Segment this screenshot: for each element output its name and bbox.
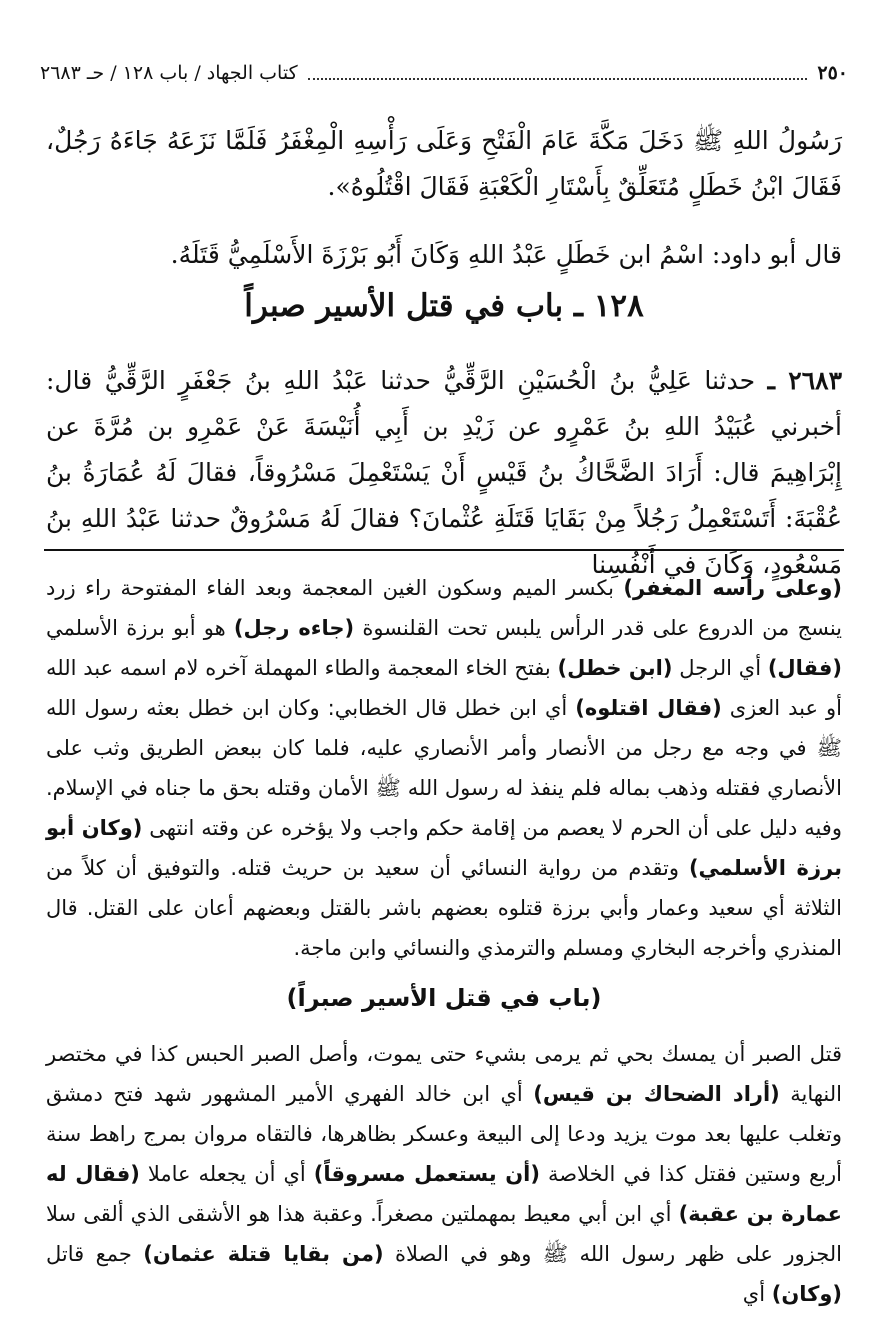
commentary-block-1 — [46, 568, 842, 968]
term: (أراد الضحاك بن قيس) — [533, 1082, 780, 1106]
commentary-block-2 — [46, 1034, 842, 1314]
term: (جاءه رجل) — [233, 616, 355, 640]
hadith-2683 — [46, 358, 842, 588]
footnote-divider — [44, 549, 844, 551]
commentary-text: أي ابن خطل قال الخطابي: وكان ابن خطل بعثه رسول الله ﷺ في وجه مع رجل من الأنصار وأمر الأنصاري عليه، فلما كان ببعض الطريق وثب على الأنصاري فقتله وذهب بماله فلم ينفذ له رسول الله ﷺ الأمان وقتله بحق ما جناه في الإسلام. وفيه دليل على أن الحرم لا يعصم من إقامة حكم واجب ولا يؤخره عن وقته انتهى — [46, 696, 842, 840]
header-title: كتاب الجهاد / باب ١٢٨ / حـ ٢٦٨٣ — [40, 62, 298, 84]
running-header — [40, 58, 848, 88]
chapter-number: ١٢٨ ـ — [573, 288, 644, 324]
term: (فقال له عمارة بن عقبة) — [46, 1162, 843, 1226]
term: (فقال) — [767, 656, 842, 680]
commentary-text: جمع قاتل — [46, 1242, 144, 1266]
term: (أن يستعمل مسروقاً) — [313, 1162, 540, 1186]
term: (من بقايا قتلة عثمان) — [143, 1242, 384, 1266]
commentary-text: بفتح الخاء المعجمة والطاء المهملة آخره لام اسمه عبد الله أو عبد العزى — [46, 656, 842, 720]
hadith-text: حدثنا عَلِيُّ بنُ الْحُسَيْنِ الرَّقِّيُّ حدثنا عَبْدُ اللهِ بنُ جَعْفَرٍ الرَّقِّيُّ قال: أخبرني عُبَيْدُ اللهِ بنُ عَمْرٍو عن زَيْدِ بن أَبِي أُنَيْسَةَ عَنْ عَمْرِو بن مُرَّةَ عن إِبْرَاهِيمَ قال: أَرَادَ الضَّحَّاكُ بنُ قَيْسٍ أَنْ يَسْتَعْمِلَ مَسْرُوقاً، فقالَ لَهُ عُمَارَةُ بنُ عُقْبَةَ: أَتَسْتَعْمِلُ رَجُلاً مِنْ بَقَايَا قَتَلَةِ عُثْمانَ؟ فقالَ لَهُ مَسْرُوقٌ حدثنا عَبْدُ اللهِ بنُ مَسْعُودٍ، وَكَانَ في أَنْفُسِنا — [46, 366, 842, 579]
abu-dawud-note: قال أبو داود: اسْمُ ابن خَطَلٍ عَبْدُ اللهِ وَكَانَ أَبُو بَرْزَةَ الأَسْلَمِيُّ قَتَلَهُ. — [170, 240, 842, 269]
commentary-text: هو أبو برزة الأسلمي — [46, 616, 234, 640]
term: (وكان أبو برزة الأسلمي) — [46, 816, 842, 880]
commentary-text: أي الرجل — [672, 656, 768, 680]
commentary-text: بكسر الميم وسكون الغين المعجمة وبعد الفاء المفتوحة راء زرد ينسج من الدروع على قدر الرأس يلبس تحت القلنسوة — [46, 576, 842, 640]
chapter-heading — [46, 288, 842, 324]
term: (ابن خطل) — [557, 656, 673, 680]
hadith-continuation: رَسُولُ اللهِ ﷺ دَخَلَ مَكَّةَ عَامَ الْفَتْحِ وَعَلَى رَأْسِهِ الْمِغْفَرُ فَلَمَّا نَزَعَهُ جَاءَهُ رَجُلٌ، فَقَالَ ابْنُ خَطَلٍ مُتَعَلِّقٌ بِأَسْتَارِ الْكَعْبَةِ فَقَالَ اقْتُلُوهُ». — [46, 126, 843, 201]
commentary-text: وتقدم من رواية النسائي أن سعيد بن حريث قتله. والتوفيق أن كلاً من الثلاثة أي سعيد وعمار وأبي برزة قتلوه بعضهم باشر بالقتل وبعضهم أعان على القتل. قال المنذري وأخرجه البخاري ومسلم والترمذي والنسائي وابن ماجة. — [46, 856, 842, 960]
commentary-text: أي — [742, 1282, 772, 1306]
commentary-text: أي ابن خالد الفهري الأمير المشهور شهد فتح دمشق وتغلب عليها بعد موت يزيد ودعا إلى البيعة وعسكر بظاهرها، فالتقاه مروان بمرج راهط سنة أربع وستين فقتل كذا في الخلاصة — [46, 1082, 843, 1186]
page-number: ٢٥٠ — [817, 62, 848, 84]
commentary-chapter-heading: (باب في قتل الأسير صبراً) — [286, 984, 602, 1012]
term: (وكان) — [771, 1282, 842, 1306]
header-dot-leader — [308, 66, 808, 80]
term: (فقال اقتلوه) — [575, 696, 722, 720]
commentary-text: أي ابن أبي معيط بمهملتين مصغراً. وعقبة هذا هو الأشقى الذي ألقى سلا الجزور على ظهر رسول الله ﷺ وهو في الصلاة — [46, 1202, 842, 1266]
term: (وعلى رأسه المغفر) — [623, 576, 842, 600]
hadith-number: ٢٦٨٣ ـ — [767, 366, 843, 395]
chapter-title: باب في قتل الأسير صبراً — [244, 288, 564, 324]
commentary-text: قتل الصبر أن يمسك بحي ثم يرمى بشيء حتى يموت، وأصل الصبر الحبس كذا في مختصر النهاية — [46, 1042, 842, 1106]
commentary-text: أي أن يجعله عاملا — [139, 1162, 314, 1186]
